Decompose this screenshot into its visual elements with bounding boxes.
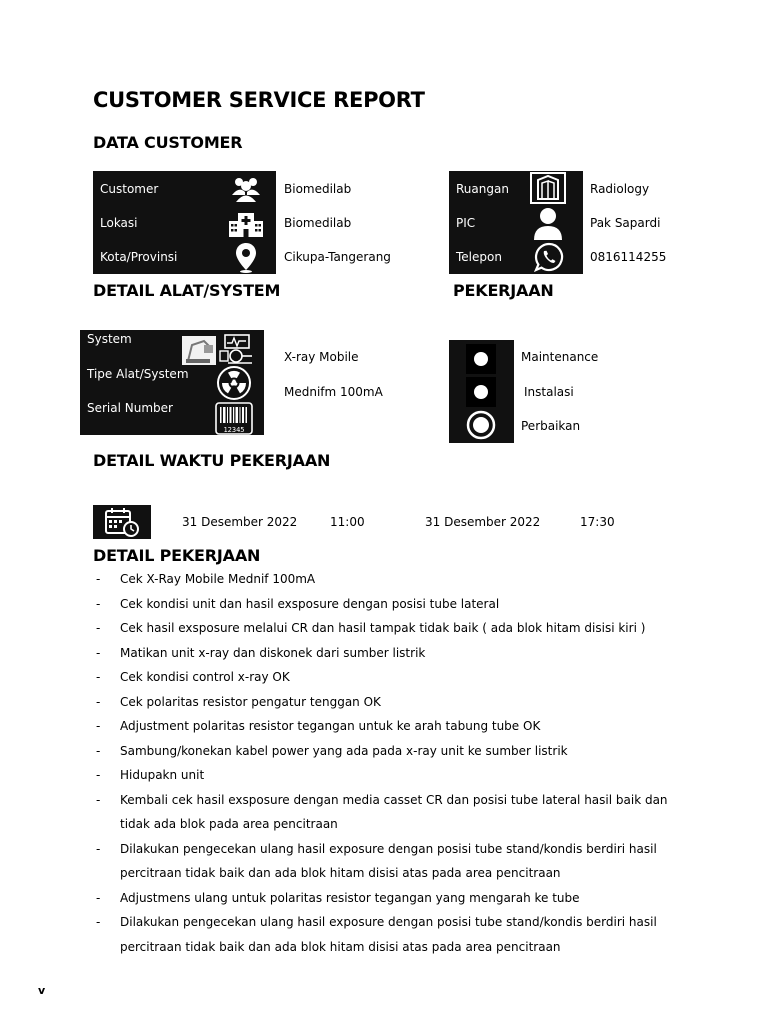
list-bullet: - [96, 596, 101, 611]
lokasi-value: Biomedilab [284, 216, 352, 230]
work-item-text: Sambung/konekan kabel power yang ada pada x-ray unit ke sumber listrik [120, 743, 568, 758]
list-bullet: - [96, 792, 101, 807]
detail-waktu-heading: DETAIL WAKTU PEKERJAAN [93, 451, 331, 470]
work-item-text: Matikan unit x-ray dan diskonek dari sumber listrik [120, 645, 426, 660]
pic-label: PIC [456, 216, 476, 230]
barcode-text: 12345 [223, 425, 245, 434]
list-bullet: - [96, 572, 101, 586]
work-item-list [93, 567, 693, 959]
work-item [93, 714, 693, 739]
perbaikan-radio-selected[interactable] [463, 409, 499, 441]
calendar-clock-icon [93, 505, 151, 539]
work-item [93, 910, 693, 959]
list-bullet: - [96, 768, 101, 782]
work-item [93, 837, 693, 886]
system-label: System [87, 332, 132, 346]
footer-mark: v [38, 984, 46, 997]
work-item-text: Dilakukan pengecekan ulang hasil exposure dengan posisi tube stand/kondis berdiri hasil percitraan tidak baik dan ada blok hitam disisi atas pada area pencitraan [120, 841, 657, 880]
kota-provinsi-value: Cikupa-Tangerang [284, 250, 391, 264]
system-value: X-ray Mobile [284, 350, 359, 364]
list-bullet: - [96, 890, 101, 905]
work-item [93, 641, 693, 666]
work-item-text: Dilakukan pengecekan ulang hasil exposure dengan posisi tube stand/kondis berdiri hasil percitraan tidak baik dan ada blok hitam disisi atas pada area pencitraan [120, 915, 657, 954]
work-item-text: Cek X-Ray Mobile Mednif 100mA [120, 572, 316, 586]
maintenance-radio[interactable] [466, 344, 496, 374]
work-item [93, 739, 693, 764]
report-title: CUSTOMER SERVICE REPORT [93, 88, 425, 112]
barcode-icon [214, 401, 254, 435]
data-customer-heading: DATA CUSTOMER [93, 133, 243, 152]
work-item-text: Adjustment polaritas resistor tegangan untuk ke arah tabung tube OK [120, 719, 541, 733]
work-item-text: Cek polaritas resistor pengatur tenggan OK [120, 694, 381, 709]
work-item-text: Cek kondisi control x-ray OK [120, 670, 290, 684]
work-item [93, 690, 693, 715]
list-bullet: - [96, 743, 101, 758]
work-item [93, 616, 693, 641]
instalasi-radio[interactable] [466, 377, 496, 407]
work-item-text: Adjustmens ulang untuk polaritas resistor tegangan yang mengarah ke tube [120, 890, 580, 905]
list-bullet: - [96, 694, 101, 709]
equipment-info-panel [80, 330, 264, 435]
customer-info-panel [93, 171, 276, 274]
start-date: 31 Desember 2022 [182, 515, 298, 529]
lokasi-label: Lokasi [100, 216, 138, 230]
work-item [93, 567, 693, 592]
tipe-alat-value: Mednifm 100mA [284, 385, 383, 399]
map-pin-icon [232, 241, 260, 274]
tipe-alat-label: Tipe Alat/System [87, 367, 189, 381]
list-bullet: - [96, 645, 101, 660]
ruangan-value: Radiology [590, 182, 650, 196]
list-bullet: - [96, 841, 101, 856]
contact-info-panel [449, 171, 583, 274]
kota-provinsi-label: Kota/Provinsi [100, 250, 178, 264]
detail-alat-heading: DETAIL ALAT/SYSTEM [93, 281, 281, 300]
perbaikan-label: Perbaikan [521, 419, 581, 433]
work-item [93, 665, 693, 690]
work-item [93, 763, 693, 788]
start-time: 11:00 [330, 515, 365, 529]
detail-pekerjaan-heading: DETAIL PEKERJAAN [93, 546, 261, 565]
work-item [93, 788, 693, 837]
job-type-panel [449, 340, 514, 443]
work-item-text: Hidupakn unit [120, 768, 205, 782]
work-item-text: Cek kondisi unit dan hasil exsposure dengan posisi tube lateral [120, 596, 500, 611]
maintenance-label: Maintenance [521, 350, 599, 364]
end-date: 31 Desember 2022 [425, 515, 541, 529]
telepon-value: 0816114255 [590, 250, 667, 264]
hospital-icon [228, 208, 264, 240]
work-item-text: Kembali cek hasil exsposure dengan media casset CR dan posisi tube lateral hasil baik dan tidak ada blok pada area pencitraan [120, 792, 668, 831]
list-bullet: - [96, 719, 101, 733]
work-item [93, 886, 693, 911]
instalasi-label: Instalasi [524, 385, 574, 399]
work-item-text: Cek hasil exsposure melalui CR dan hasil tampak tidak baik ( ada blok hitam disisi kiri ) [120, 621, 646, 635]
room-icon [529, 171, 567, 205]
work-item [93, 592, 693, 617]
customer-label: Customer [100, 182, 159, 196]
list-bullet: - [96, 915, 101, 929]
whatsapp-icon [534, 242, 564, 272]
telepon-label: Telepon [456, 250, 502, 264]
users-icon [230, 173, 262, 205]
radiation-icon [214, 365, 254, 401]
list-bullet: - [96, 621, 101, 635]
pic-value: Pak Sapardi [590, 216, 661, 230]
end-time: 17:30 [580, 515, 615, 529]
ruangan-label: Ruangan [456, 182, 509, 196]
pekerjaan-heading: PEKERJAAN [453, 281, 554, 300]
serial-number-label: Serial Number [87, 401, 173, 415]
customer-value: Biomedilab [284, 182, 352, 196]
list-bullet: - [96, 670, 101, 684]
person-icon [533, 205, 563, 240]
xray-machine-icon [182, 332, 254, 365]
